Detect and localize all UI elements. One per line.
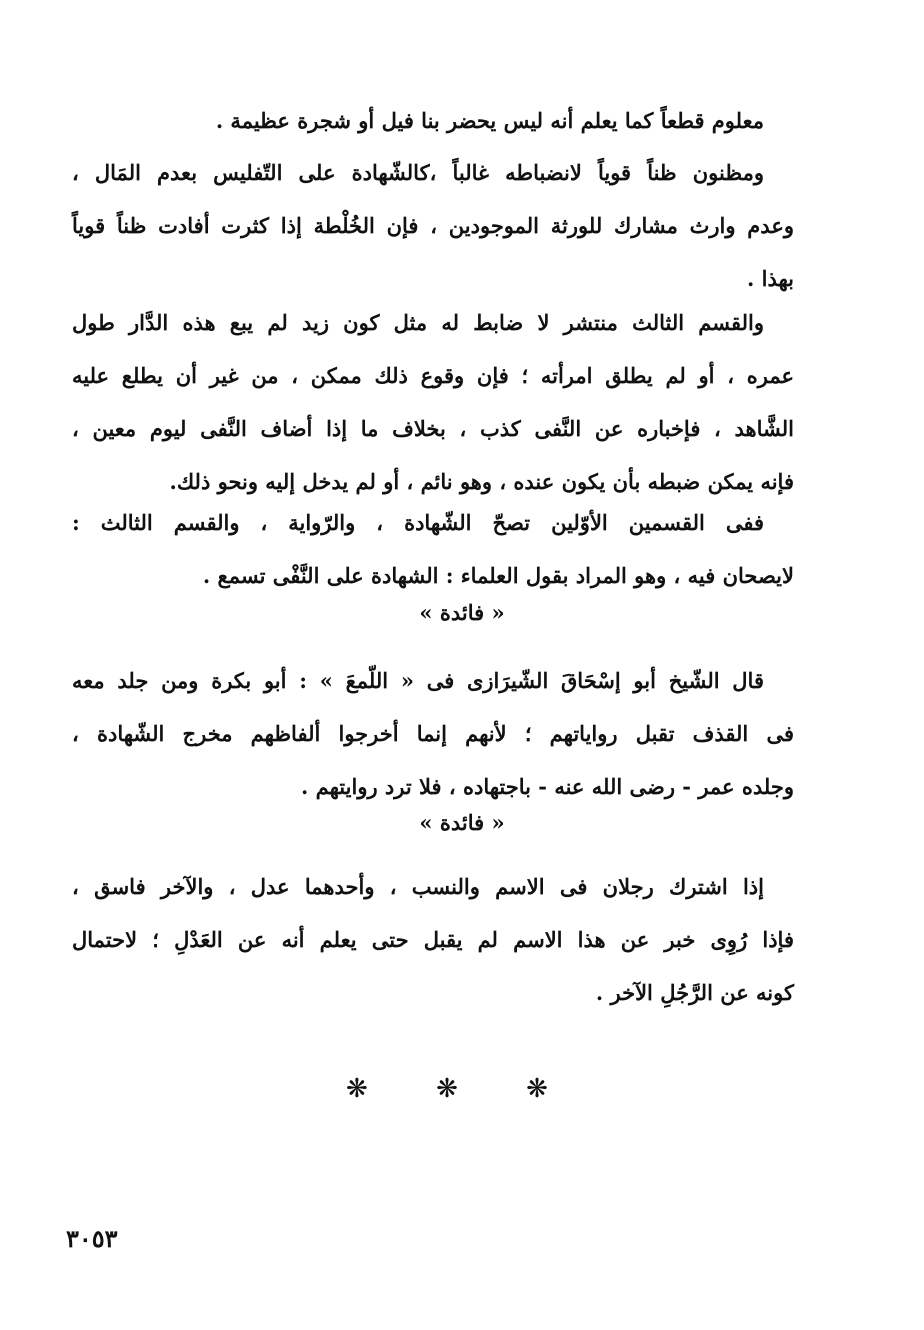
- paragraph-line: لايصحان فيه ، وهو المراد بقول العلماء : الشهادة على النَّفْى تسمع .: [202, 563, 794, 588]
- paragraph-line: كونه عن الرَّجُلِ الآخر .: [595, 980, 794, 1005]
- paragraph-line: والقسم الثالث منتشر لا ضابط له مثل كون زيد لم يبع هذه الدَّار طول: [72, 310, 764, 335]
- paragraph-line: فإنه يمكن ضبطه بأن يكون عنده ، وهو نائم ، أو لم يدخل إليه ونحو ذلك.: [169, 469, 794, 494]
- paragraph-6: [72, 860, 794, 1019]
- page-number: ٣٠٥٣: [66, 1224, 118, 1253]
- paragraph-line: معلوم قطعاً كما يعلم أنه ليس يحضر بنا فيل أو شجرة عظيمة .: [215, 108, 764, 133]
- paragraph-2: [72, 146, 794, 305]
- section-heading: « فائدة »: [419, 810, 505, 835]
- paragraph-line: الشَّاهد ، فإخباره عن النَّفى كذب ، بخلاف ما إذا أضاف النَّفى ليوم معين ،: [72, 416, 794, 441]
- paragraph-line: وجلده عمر - رضى الله عنه - باجتهاده ، فلا ترد روايتهم .: [301, 774, 794, 799]
- paragraph-line: قال الشّيخ أبو إسْحَاقَ الشّيرَازى فى « اللّمعَ » : أبو بكرة ومن جلد معه: [72, 668, 764, 693]
- paragraph-line: بهذا .: [746, 266, 794, 291]
- paragraph-4: [72, 496, 794, 602]
- paragraph-line: ففى القسمين الأوّلين تصحّ الشّهادة ، والرّواية ، والقسم الثالث :: [72, 510, 764, 535]
- paragraph-line: وعدم وارث مشارك للورثة الموجودين ، فإن الخُلْطة إذا كثرت أفادت ظناً قوياً: [72, 213, 794, 238]
- paragraph-1: [72, 94, 794, 147]
- paragraph-3: [72, 296, 794, 508]
- paragraph-line: عمره ، أو لم يطلق امرأته ؛ فإن وقوع ذلك ممكن ، من غير أن يطلع عليه: [72, 363, 794, 388]
- section-separator: ❋ ❋ ❋: [346, 1074, 578, 1104]
- paragraph-line: فى القذف تقبل رواياتهم ؛ لأنهم إنما أخرجوا ألفاظهم مخرج الشّهادة ،: [72, 721, 794, 746]
- paragraph-line: إذا اشترك رجلان فى الاسم والنسب ، وأحدهما عدل ، والآخر فاسق ،: [72, 874, 764, 899]
- paragraph-5: [72, 654, 794, 813]
- paragraph-line: فإذا رُوِى خبر عن هذا الاسم لم يقبل حتى يعلم أنه عن العَدْلِ ؛ لاحتمال: [72, 927, 794, 952]
- paragraph-line: ومظنون ظناً قوياً لانضباطه غالباً ،كالشّهادة على التّفليس بعدم المَال ،: [72, 160, 764, 185]
- section-heading: « فائدة »: [419, 600, 505, 625]
